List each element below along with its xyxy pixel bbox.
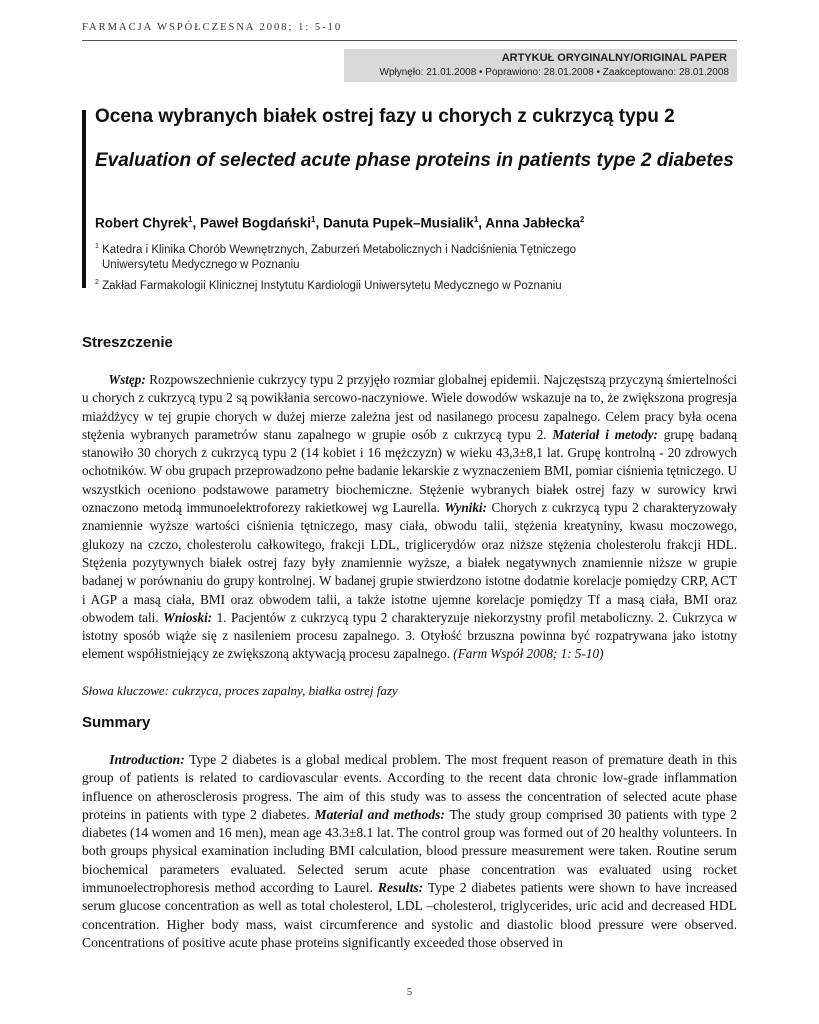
journal-header: FARMACJA WSPÓŁCZESNA 2008; 1: 5-10 [82,22,343,33]
abstract-label: Introduction: [109,752,185,767]
abstract-text: 1. Pacjentów z cukrzycą typu 2 charakteryzuje niekorzystny profil metaboliczny. 2. Cukrzyca w istotny sposób wiąże się z nasileniem procesu zapalnego. 3. Otyłość brzuszna powinna być rozpatrywana jako istotny element współistniejący ze zwiększoną aktywacją procesu zapalnego. [82,609,738,662]
abstract-polish [82,371,737,664]
affiliation-number: 2 [95,279,99,286]
abstract-label: Wyniki: [444,500,487,516]
abstract-english [82,751,737,952]
affiliation-text: Katedra i Klinika Chorób Wewnętrznych, Zaburzeń Metabolicznych i Nadciśnienia Tętniczego [102,243,576,256]
author-affiliation-mark: 1 [473,215,479,224]
abstract-text: grupę badaną stanowiło 30 chorych z cukrzycą typu 2 (14 kobiet i 16 mężczyzn) w wieku 43,3±8,1 lat. Grupę kontrolną - 20 zdrowych ochotników. W obu grupach przeprowadzono pełne badanie lekarskie z wyznaczeniem BMI, pomiar ciśnienia tętniczego. U wszystkich oceniono podstawowe parametry biochemiczne. Stężenie wybranych białek ostrej fazy w surowicy krwi oznaczono metodą immunoelektroforezy rakietkowej wg Laurella. [82,426,737,516]
author-affiliation-mark: 2 [579,215,585,224]
author-name: Robert Chyrek [95,215,189,231]
title-english: Evaluation of selected acute phase proteins in patients type 2 diabetes [95,150,734,171]
abstract-text: Chorych z cukrzycą typu 2 charakteryzowały znamiennie wyższe wartości ciśnienia tętniczego, masy ciała, obwodu talii, stężenia kreatyniny, kwasu moczowego, glukozy na czczo, cholesterolu całkowitego, frakcji LDL, triglicerydów oraz niższe stężenia cholesterolu frakcji HDL. Stężenia pozytywnych białek ostrej fazy były znamiennie wyższe, a białek negatywnych znamiennie niższe w grupie badanej w porównaniu do grupy kontrolnej. W badanej grupie stwierdzono istotne dodatnie korelacje pomiędzy CRP, ACT i AGP a masą ciała, BMI oraz obwodem talii, a także istotne ujemne korelacje pomiędzy Tf a masą ciała, BMI oraz obwodem tali. [82,500,737,625]
affiliation-1-continued: Uniwersytetu Medycznego w Poznaniu [102,259,300,271]
author-name: Anna Jabłecka [485,215,580,231]
author-name: Danuta Pupek–Musialik [323,215,474,231]
abstract-text: Type 2 diabetes patients were shown to have increased serum glucose concentration as well as total cholesterol, LDL –cholesterol, triglycerides, uric acid and decreased HDL concentration. Higher body mass, waist circumference and systolic and diastolic blood pressure were observed. Concentrations of positive acute phase proteins significantly exceeded those observed in [82,880,737,950]
article-dates: Wpłynęło: 21.01.2008 • Poprawiono: 28.01.2008 • Zaakceptowano: 28.01.2008 [379,67,729,78]
section-heading-summary: Summary [82,714,151,731]
affiliation-1 [95,239,576,258]
article-type: ARTYKUŁ ORYGINALNY/ORIGINAL PAPER [501,52,727,64]
title-polish: Ocena wybranych białek ostrej fazy u chorych z cukrzycą typu 2 [95,106,675,127]
author-affiliation-mark: 1 [311,215,316,224]
abstract-label: Results: [377,880,424,896]
affiliation-2 [95,275,562,294]
header-rule [82,40,737,41]
abstract-text: The study group comprised 30 patients with type 2 diabetes (14 women and 16 men), mean age 43.3±8.1 lat. The control group was formed out of 20 healthy volunteers. In both groups physical examination including BMI calculation, blood pressure measurement were taken. Routine serum biochemical parameters evaluated. Selected serum acute phase concentration was evaluated using rocket immunoelectrophoresis method according to Laurel. [82,806,738,896]
abstract-label: Materiał i metody: [552,426,658,442]
abstract-label: Wstęp: [108,372,146,387]
author-name: Paweł Bogdański [200,215,312,231]
abstract-label: Material and methods: [314,806,445,822]
article-info-box [344,49,737,82]
affiliation-number: 1 [95,243,99,250]
title-accent-bar [82,110,86,288]
citation: (Farm Współ 2008; 1: 5-10) [453,646,604,662]
keywords: Słowa kluczowe: cukrzyca, proces zapalny, białka ostrej fazy [82,683,398,698]
section-heading-streszczenie: Streszczenie [82,334,173,351]
page-number: 5 [406,987,413,998]
abstract-text: Rozpowszechnienie cukrzycy typu 2 przyjęło rozmiar globalnej epidemii. Najczęstszą przyczyną śmiertelności u chorych z cukrzycą typu 2 są powikłania sercowo-naczyniowe. Wiele dowodów wskazuje na to, że zwiększona progresja miażdżycy w tej grupie chorych w dużej mierze zależna jest od nasilanego procesu zapalnego. Celem pracy była ocena stężenia wybranych parametrów stanu zapalnego w grupie osób z cukrzycą typu 2. [82,372,737,442]
author-affiliation-mark: 1 [188,215,193,224]
author-list: Robert Chyrek$^1$, Paweł Bogdański$^1$, Danuta Pupek–Musialik$^1$, Anna Jabłecka$^2$ [95,215,585,231]
affiliation-text: Zakład Farmakologii Klinicznej Instytutu Kardiologii Uniwersytetu Medycznego w Poznaniu [102,279,562,292]
abstract-text: Type 2 diabetes is a global medical problem. The most frequent reason of premature death in this group of patients is related to cardiovascular events. According to the recent data chronic low-grade inflammation influence on atherosclerosis progress. The aim of this study was to assess the concentration of selected acute phase proteins in patients with type 2 diabetes. [82,752,737,822]
abstract-label: Wnioski: [163,609,213,625]
